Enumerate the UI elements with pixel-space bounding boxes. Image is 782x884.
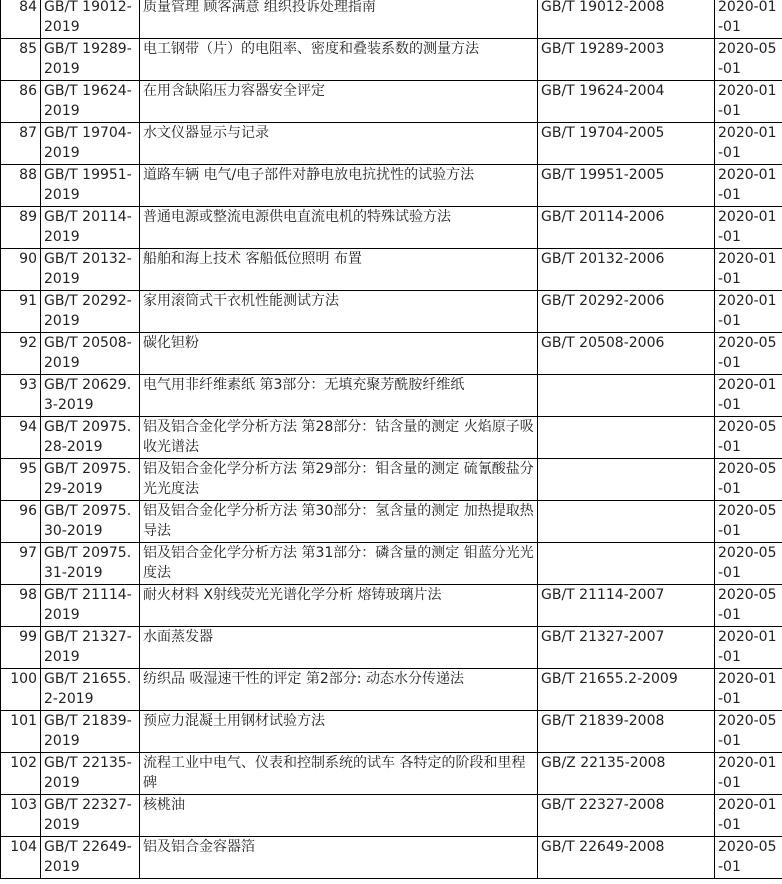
- table-row: [1, 501, 782, 543]
- replaced-standard-cell: GB/T 20508-2006: [538, 333, 715, 375]
- row-number-cell: 93: [1, 375, 41, 417]
- row-number-cell: 99: [1, 627, 41, 669]
- table-row: [1, 0, 782, 39]
- replaced-standard-cell: [538, 543, 715, 585]
- table-row: [1, 459, 782, 501]
- row-number-cell: 85: [1, 39, 41, 81]
- row-number-cell: 94: [1, 417, 41, 459]
- effective-date-cell: 2020-05-01: [715, 501, 782, 543]
- replaced-standard-cell: GB/T 19624-2004: [538, 81, 715, 123]
- standard-title-cell: 普通电源或整流电源供电直流电机的特殊试验方法: [140, 207, 538, 249]
- replaced-standard-cell: GB/T 19951-2005: [538, 165, 715, 207]
- row-number-cell: 95: [1, 459, 41, 501]
- effective-date-cell: 2020-01-01: [715, 123, 782, 165]
- replaced-standard-cell: [538, 375, 715, 417]
- row-number-cell: 90: [1, 249, 41, 291]
- standard-title-cell: 水面蒸发器: [140, 627, 538, 669]
- effective-date-cell: 2020-01-01: [715, 207, 782, 249]
- standard-title-cell: 水文仪器显示与记录: [140, 123, 538, 165]
- effective-date-cell: 2020-05-01: [715, 711, 782, 753]
- row-number-cell: 96: [1, 501, 41, 543]
- row-number-cell: 98: [1, 585, 41, 627]
- replaced-standard-cell: GB/T 19704-2005: [538, 123, 715, 165]
- standard-title-cell: 核桃油: [140, 795, 538, 837]
- standard-code-cell: GB/T 19624-2019: [41, 81, 140, 123]
- row-number-cell: 104: [1, 837, 41, 879]
- replaced-standard-cell: GB/T 22327-2008: [538, 795, 715, 837]
- standard-code-cell: GB/T 21655.2-2019: [41, 669, 140, 711]
- standard-title-cell: 家用滚筒式干衣机性能测试方法: [140, 291, 538, 333]
- standard-code-cell: GB/T 20975.31-2019: [41, 543, 140, 585]
- table-row: [1, 39, 782, 81]
- effective-date-cell: 2020-01-01: [715, 795, 782, 837]
- effective-date-cell: 2020-05-01: [715, 543, 782, 585]
- replaced-standard-cell: GB/T 21839-2008: [538, 711, 715, 753]
- standard-code-cell: GB/T 19704-2019: [41, 123, 140, 165]
- standard-title-cell: 耐火材料 X射线荧光光谱化学分析 熔铸玻璃片法: [140, 585, 538, 627]
- replaced-standard-cell: [538, 417, 715, 459]
- table-row: [1, 837, 782, 879]
- replaced-standard-cell: GB/T 21327-2007: [538, 627, 715, 669]
- table-row: [1, 123, 782, 165]
- standard-title-cell: 铝及铝合金容器箔: [140, 837, 538, 879]
- row-number-cell: 97: [1, 543, 41, 585]
- standard-code-cell: GB/T 20975.28-2019: [41, 417, 140, 459]
- row-number-cell: 100: [1, 669, 41, 711]
- standard-title-cell: 铝及铝合金化学分析方法 第30部分：氢含量的测定 加热提取热导法: [140, 501, 538, 543]
- table-row: [1, 417, 782, 459]
- table-row: [1, 543, 782, 585]
- standard-title-cell: 铝及铝合金化学分析方法 第31部分：磷含量的测定 钼蓝分光光度法: [140, 543, 538, 585]
- standard-code-cell: GB/T 20508-2019: [41, 333, 140, 375]
- effective-date-cell: 2020-05-01: [715, 459, 782, 501]
- standard-code-cell: GB/T 19289-2019: [41, 39, 140, 81]
- effective-date-cell: 2020-01-01: [715, 291, 782, 333]
- table-row: [1, 669, 782, 711]
- standard-title-cell: 船舶和海上技术 客船低位照明 布置: [140, 249, 538, 291]
- row-number-cell: 92: [1, 333, 41, 375]
- effective-date-cell: 2020-05-01: [715, 333, 782, 375]
- table-row: [1, 795, 782, 837]
- replaced-standard-cell: [538, 501, 715, 543]
- effective-date-cell: 2020-05-01: [715, 837, 782, 879]
- standard-code-cell: GB/T 20975.30-2019: [41, 501, 140, 543]
- table-row: [1, 291, 782, 333]
- standard-title-cell: 质量管理 顾客满意 组织投诉处理指南: [140, 0, 538, 39]
- replaced-standard-cell: GB/T 19012-2008: [538, 0, 715, 39]
- standard-code-cell: GB/T 22135-2019: [41, 753, 140, 795]
- effective-date-cell: 2020-05-01: [715, 417, 782, 459]
- effective-date-cell: 2020-01-01: [715, 753, 782, 795]
- standard-code-cell: GB/T 20629.3-2019: [41, 375, 140, 417]
- effective-date-cell: 2020-01-01: [715, 165, 782, 207]
- standard-code-cell: GB/T 19012-2019: [41, 0, 140, 39]
- standard-title-cell: 铝及铝合金化学分析方法 第29部分：钼含量的测定 硫氰酸盐分光光度法: [140, 459, 538, 501]
- table-row: [1, 753, 782, 795]
- row-number-cell: 88: [1, 165, 41, 207]
- standard-code-cell: GB/T 21114-2019: [41, 585, 140, 627]
- standard-code-cell: GB/T 20292-2019: [41, 291, 140, 333]
- standard-code-cell: GB/T 20114-2019: [41, 207, 140, 249]
- standard-title-cell: 碳化钽粉: [140, 333, 538, 375]
- row-number-cell: 89: [1, 207, 41, 249]
- row-number-cell: 87: [1, 123, 41, 165]
- row-number-cell: 102: [1, 753, 41, 795]
- row-number-cell: 84: [1, 0, 41, 39]
- replaced-standard-cell: GB/T 20114-2006: [538, 207, 715, 249]
- standard-title-cell: 预应力混凝土用钢材试验方法: [140, 711, 538, 753]
- replaced-standard-cell: GB/T 21655.2-2009: [538, 669, 715, 711]
- row-number-cell: 86: [1, 81, 41, 123]
- effective-date-cell: 2020-01-01: [715, 249, 782, 291]
- table-row: [1, 585, 782, 627]
- effective-date-cell: 2020-05-01: [715, 585, 782, 627]
- replaced-standard-cell: GB/T 20132-2006: [538, 249, 715, 291]
- replaced-standard-cell: GB/Z 22135-2008: [538, 753, 715, 795]
- table-row: [1, 711, 782, 753]
- standard-code-cell: GB/T 20975.29-2019: [41, 459, 140, 501]
- table-row: [1, 81, 782, 123]
- replaced-standard-cell: GB/T 22649-2008: [538, 837, 715, 879]
- standard-title-cell: 在用含缺陷压力容器安全评定: [140, 81, 538, 123]
- standards-table-body: [1, 0, 782, 879]
- standard-title-cell: 电气用非纤维素纸 第3部分：无填充聚芳酰胺纤维纸: [140, 375, 538, 417]
- effective-date-cell: 2020-01-01: [715, 375, 782, 417]
- table-row: [1, 375, 782, 417]
- standard-code-cell: GB/T 22327-2019: [41, 795, 140, 837]
- table-row: [1, 333, 782, 375]
- standard-title-cell: 道路车辆 电气/电子部件对静电放电抗扰性的试验方法: [140, 165, 538, 207]
- table-row: [1, 207, 782, 249]
- effective-date-cell: 2020-01-01: [715, 669, 782, 711]
- standard-code-cell: GB/T 19951-2019: [41, 165, 140, 207]
- standard-title-cell: 流程工业中电气、仪表和控制系统的试车 各特定的阶段和里程碑: [140, 753, 538, 795]
- effective-date-cell: 2020-05-01: [715, 39, 782, 81]
- standard-code-cell: GB/T 21839-2019: [41, 711, 140, 753]
- table-row: [1, 627, 782, 669]
- effective-date-cell: 2020-01-01: [715, 0, 782, 39]
- replaced-standard-cell: GB/T 20292-2006: [538, 291, 715, 333]
- effective-date-cell: 2020-01-01: [715, 627, 782, 669]
- row-number-cell: 101: [1, 711, 41, 753]
- effective-date-cell: 2020-01-01: [715, 81, 782, 123]
- table-row: [1, 165, 782, 207]
- standard-code-cell: GB/T 22649-2019: [41, 837, 140, 879]
- replaced-standard-cell: [538, 459, 715, 501]
- row-number-cell: 91: [1, 291, 41, 333]
- standard-title-cell: 电工钢带（片）的电阻率、密度和叠装系数的测量方法: [140, 39, 538, 81]
- standard-title-cell: 纺织品 吸湿速干性的评定 第2部分: 动态水分传递法: [140, 669, 538, 711]
- row-number-cell: 103: [1, 795, 41, 837]
- replaced-standard-cell: GB/T 21114-2007: [538, 585, 715, 627]
- standard-title-cell: 铝及铝合金化学分析方法 第28部分：钴含量的测定 火焰原子吸收光谱法: [140, 417, 538, 459]
- standard-code-cell: GB/T 20132-2019: [41, 249, 140, 291]
- standard-code-cell: GB/T 21327-2019: [41, 627, 140, 669]
- table-row: [1, 249, 782, 291]
- replaced-standard-cell: GB/T 19289-2003: [538, 39, 715, 81]
